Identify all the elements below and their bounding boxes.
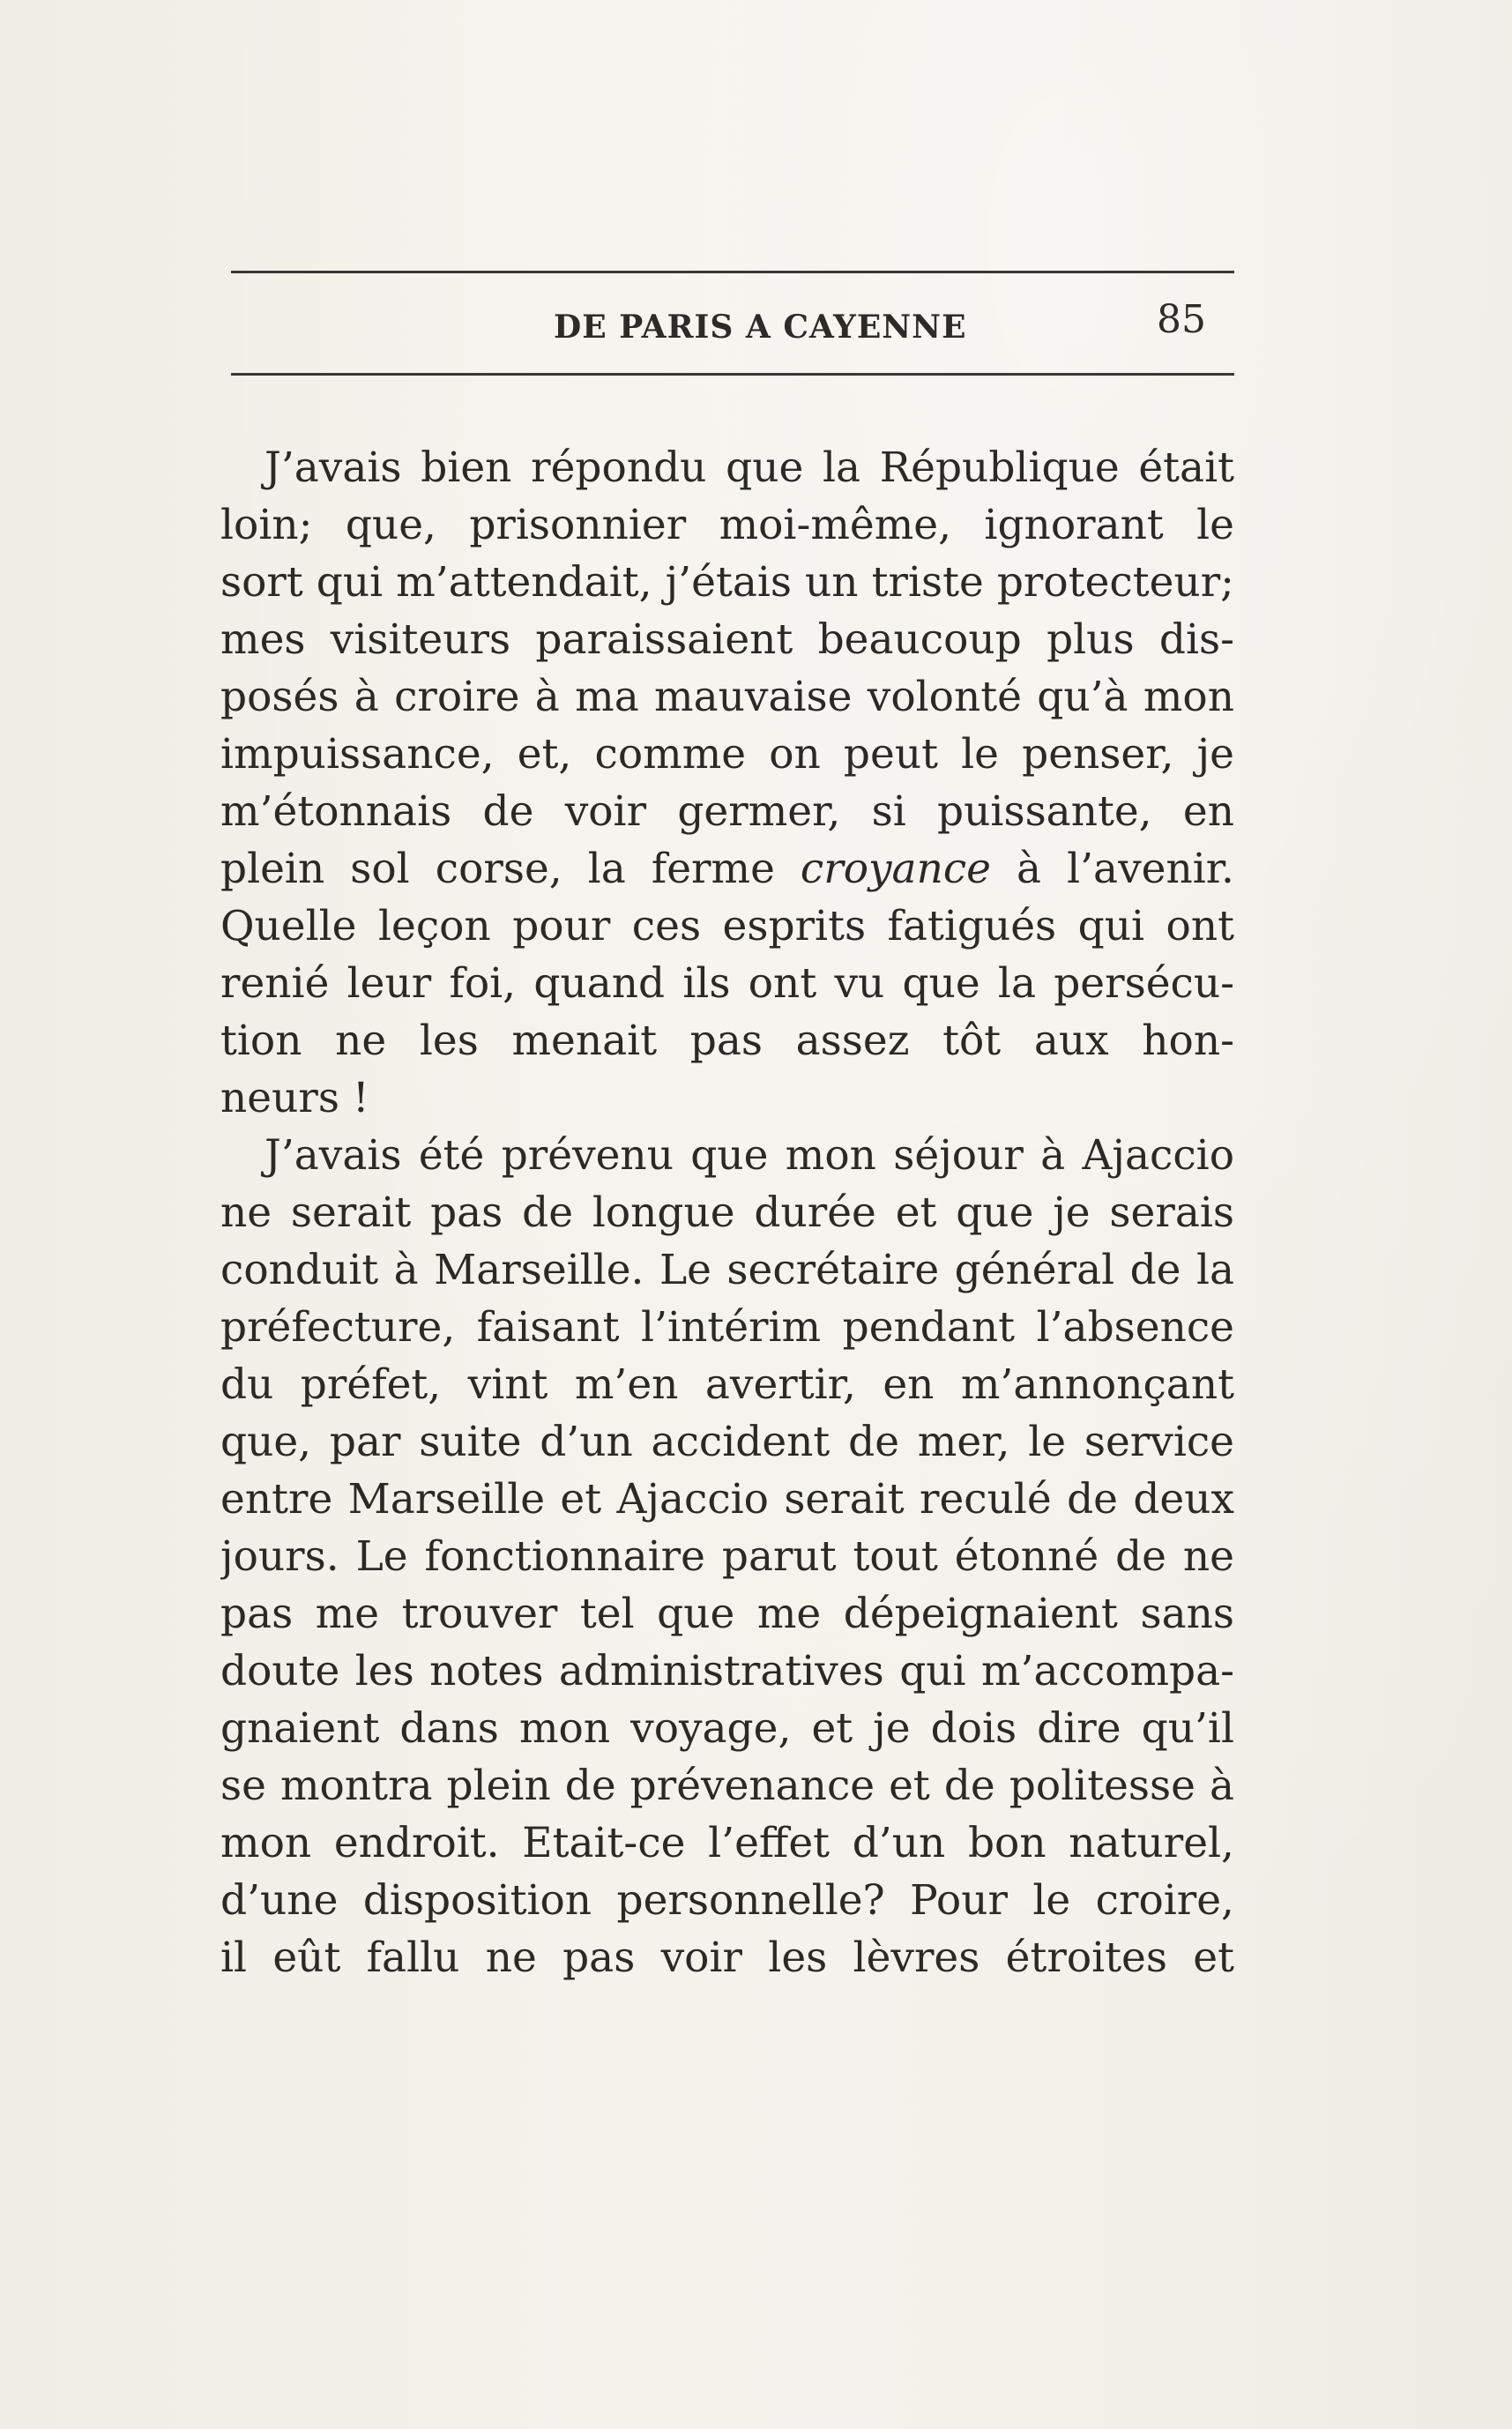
body-text xyxy=(220,439,1234,1986)
text-line: posés à croire à ma mauvaise volonté qu’à mon xyxy=(220,673,1234,721)
text-line: m’étonnais de voir germer, si puissante, en xyxy=(220,787,1234,836)
text-line: Quelle leçon pour ces esprits fatigués qui ont xyxy=(220,902,1234,950)
text-line: loin; que, prisonnier moi-même, ignorant le xyxy=(220,501,1234,549)
text-line: neurs ! xyxy=(220,1074,369,1122)
text-line: pas me trouver tel que me dépeignaient sans xyxy=(220,1590,1234,1638)
text-line: J’avais bien répondu que la République était xyxy=(264,443,1234,492)
text-segment: à l’avenir. xyxy=(991,845,1234,893)
running-title: DE PARIS A CAYENNE xyxy=(554,309,967,346)
text-line: impuissance, et, comme on peut le penser, je xyxy=(220,730,1234,779)
text-line: il eût fallu ne pas voir les lèvres étroites et xyxy=(220,1934,1234,1982)
header-rule-bottom xyxy=(231,373,1234,376)
text-line: préfecture, faisant l’intérim pendant l’absence xyxy=(220,1303,1234,1352)
text-line: doute les notes administratives qui m’accompa- xyxy=(220,1647,1234,1695)
text-line: renié leur foi, quand ils ont vu que la persécu- xyxy=(220,959,1234,1008)
text-line: gnaient dans mon voyage, et je dois dire qu’il xyxy=(220,1704,1234,1753)
text-line: ne serait pas de longue durée et que je serais xyxy=(220,1188,1234,1237)
text-line-with-italic xyxy=(220,840,1234,898)
page-number: 85 xyxy=(1157,297,1206,342)
text-line: mes visiteurs paraissaient beaucoup plus dis- xyxy=(220,615,1234,664)
text-segment: plein sol corse, la ferme xyxy=(220,845,801,893)
text-line: mon endroit. Etait-ce l’effet d’un bon naturel, xyxy=(220,1819,1234,1867)
text-line: du préfet, vint m’en avertir, en m’annonçant xyxy=(220,1360,1234,1409)
text-line: d’une disposition personnelle? Pour le croire, xyxy=(220,1876,1234,1925)
text-line: tion ne les menait pas assez tôt aux hon- xyxy=(220,1017,1234,1065)
text-line: jours. Le fonctionnaire parut tout étonné de ne xyxy=(220,1532,1234,1581)
italic-word: croyance xyxy=(800,845,991,893)
text-line: conduit à Marseille. Le secrétaire général de la xyxy=(220,1246,1234,1294)
text-line: entre Marseille et Ajaccio serait reculé de deux xyxy=(220,1475,1234,1524)
text-line: que, par suite d’un accident de mer, le service xyxy=(220,1418,1234,1466)
text-line: J’avais été prévenu que mon séjour à Ajaccio xyxy=(264,1131,1234,1180)
header-rule-top xyxy=(231,271,1234,273)
text-line: se montra plein de prévenance et de politesse à xyxy=(220,1762,1234,1810)
text-line: sort qui m’attendait, j’étais un triste protecteur; xyxy=(220,558,1234,607)
